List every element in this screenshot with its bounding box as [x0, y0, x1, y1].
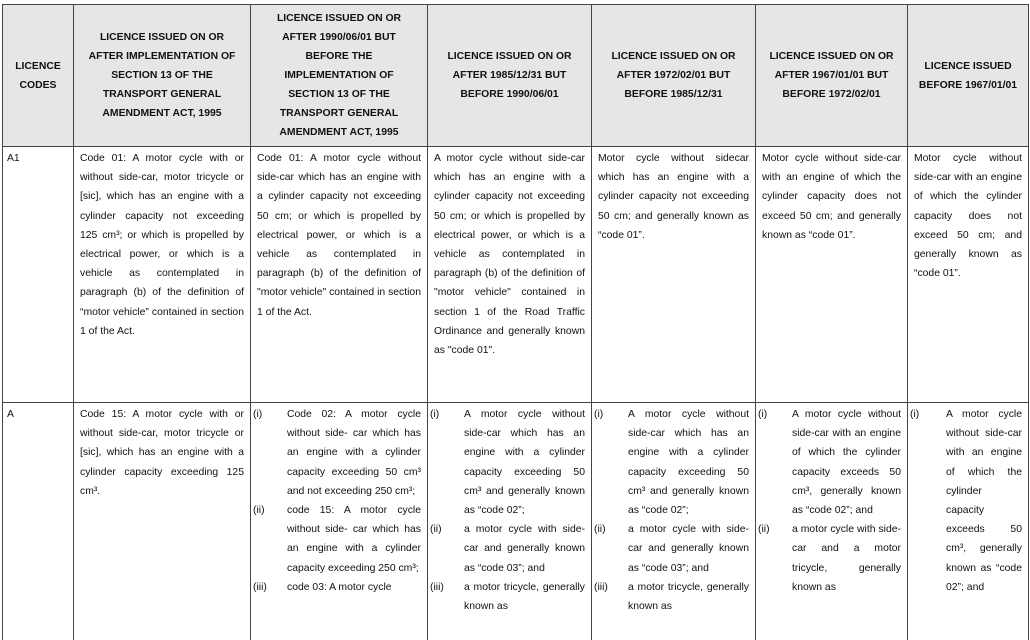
- list-item-text: A motor cycle without side-car with an engine of which the cylinder capacity exceeds 50 cm³, generally known as “code 02”; and: [792, 409, 901, 517]
- table-cell-list: [756, 403, 908, 640]
- list-item-text: A motor cycle without side-car which has an engine with a cylinder capacity exceeding 50 cm³ and generally known as “code 02”;: [464, 409, 585, 517]
- header-1990-to-section-13: LICENCE ISSUED ON OR AFTER 1990/06/01 BUT BEFORE THE IMPLEMENTATION OF SECTION 13 OF THE TRANSPORT GENERAL AMENDMENT ACT, 1995: [251, 5, 428, 147]
- header-1967-to-1972: LICENCE ISSUED ON OR AFTER 1967/01/01 BUT BEFORE 1972/02/01: [756, 5, 908, 147]
- list-item-text: code 15: A motor cycle without side- car which has an engine with a cylinder capacity exceeding 250 cm³;: [287, 505, 421, 574]
- header-before-1967: LICENCE ISSUED BEFORE 1967/01/01: [908, 5, 1029, 147]
- list-item-number: (iii): [253, 581, 267, 593]
- list-item-text: code 03: A motor cycle: [287, 581, 392, 593]
- table-cell-list: [592, 403, 756, 640]
- list-item-text: A motor cycle without side-car with an engine of which the cylinder capacity exceeds 50 cm³, generally known as “code 02”; and: [946, 409, 1022, 593]
- list-item-text: A motor cycle without side-car which has an engine with a cylinder capacity exceeding 50 cm³ and generally known as “code 02”;: [628, 409, 749, 517]
- list-item-number: (iii): [594, 581, 608, 593]
- table-cell: Motor cycle without sidecar which has an engine with a cylinder capacity not exceeding 50 cm; and generally known as “code 01”.: [592, 147, 756, 403]
- licence-codes-table: [2, 4, 1029, 640]
- header-row: [3, 5, 1029, 147]
- list-item: [596, 578, 749, 616]
- table-row-a1: [3, 147, 1029, 403]
- list-item-number: (iii): [430, 581, 444, 593]
- list-item: [760, 405, 901, 520]
- table-row-a: [3, 403, 1029, 640]
- header-1985-to-1990: LICENCE ISSUED ON OR AFTER 1985/12/31 BUT BEFORE 1990/06/01: [428, 5, 592, 147]
- table-cell-list: [251, 403, 428, 640]
- header-after-section-13: LICENCE ISSUED ON OR AFTER IMPLEMENTATION OF SECTION 13 OF THE TRANSPORT GENERAL AMENDMENT ACT, 1995: [74, 5, 251, 147]
- list-item-number: (i): [253, 409, 263, 420]
- list-item: [255, 578, 421, 597]
- list-item: [255, 405, 421, 501]
- list-item: [432, 520, 585, 578]
- list-item: [760, 520, 901, 597]
- list-item: [912, 405, 1022, 597]
- list-item-number: (ii): [430, 524, 442, 536]
- list-item-number: (i): [910, 409, 920, 420]
- list-item: [432, 578, 585, 616]
- licence-code-cell: A1: [3, 147, 74, 403]
- list-item-text: a motor cycle with side-car and generally known as “code 03”; and: [464, 524, 585, 574]
- list-item-text: a motor cycle with side-car and a motor tricycle, generally known as: [792, 524, 901, 593]
- list-item-text: Code 02: A motor cycle without side- car which has an engine with a cylinder capacity exceeding 50 cm³ and not exceeding 250 cm³;: [287, 409, 421, 497]
- list-item-number: (ii): [253, 505, 265, 517]
- list-item-number: (i): [430, 409, 440, 420]
- list-item: [255, 501, 421, 578]
- table-cell-list: [428, 403, 592, 640]
- table-cell-list: [908, 403, 1029, 640]
- list-item: [596, 405, 749, 520]
- list-item-text: a motor tricycle, generally known as: [464, 581, 585, 613]
- list-item: [432, 405, 585, 520]
- table-cell: Code 15: A motor cycle with or without side-car, motor tricycle or [sic], which has an engine with a cylinder capacity exceeding 125 cm³.: [74, 403, 251, 640]
- list-item-text: a motor tricycle, generally known as: [628, 581, 749, 613]
- list-item-number: (i): [594, 409, 604, 420]
- table-cell: Motor cycle without side-car with an engine of which the cylinder capacity does not exceed 50 cm; and generally known as “code 01”.: [756, 147, 908, 403]
- table-cell: Code 01: A motor cycle with or without side-car, motor tricycle or [sic], which has an engine with a cylinder capacity not exceeding 125 cm³; or which is propelled by electrical power, or which is a vehicle as contemplated in paragraph (b) of the definition of “motor vehicle” contained in section 1 of the Act.: [74, 147, 251, 403]
- table-cell: A motor cycle without side-car which has an engine with a cylinder capacity not exceeding 50 cm; or which is propelled by electrical power, or which is a vehicle as contemplated in paragraph (b) of the definition of "motor vehicle" contained in section 1 of the Road Traffic Ordinance and generally known as "code 01".: [428, 147, 592, 403]
- table-cell: Motor cycle without side-car with an engine of which the cylinder capacity does not exceed 50 cm; and generally known as “code 01”.: [908, 147, 1029, 403]
- licence-code-cell: A: [3, 403, 74, 640]
- list-item: [596, 520, 749, 578]
- list-item-number: (ii): [758, 524, 770, 536]
- list-item-text: a motor cycle with side-car and generally known as “code 03”; and: [628, 524, 749, 574]
- list-item-number: (ii): [594, 524, 606, 536]
- header-licence-codes: LICENCE CODES: [3, 5, 74, 147]
- list-item-number: (i): [758, 409, 768, 420]
- header-1972-to-1985: LICENCE ISSUED ON OR AFTER 1972/02/01 BUT BEFORE 1985/12/31: [592, 5, 756, 147]
- table-cell: Code 01: A motor cycle without side-car which has an engine with a cylinder capacity not exceeding 50 cm; or which is propelled by electrical power, or which is a vehicle as contemplated in paragraph (b) of the definition of "motor vehicle" contained in section 1 of the Act.: [251, 147, 428, 403]
